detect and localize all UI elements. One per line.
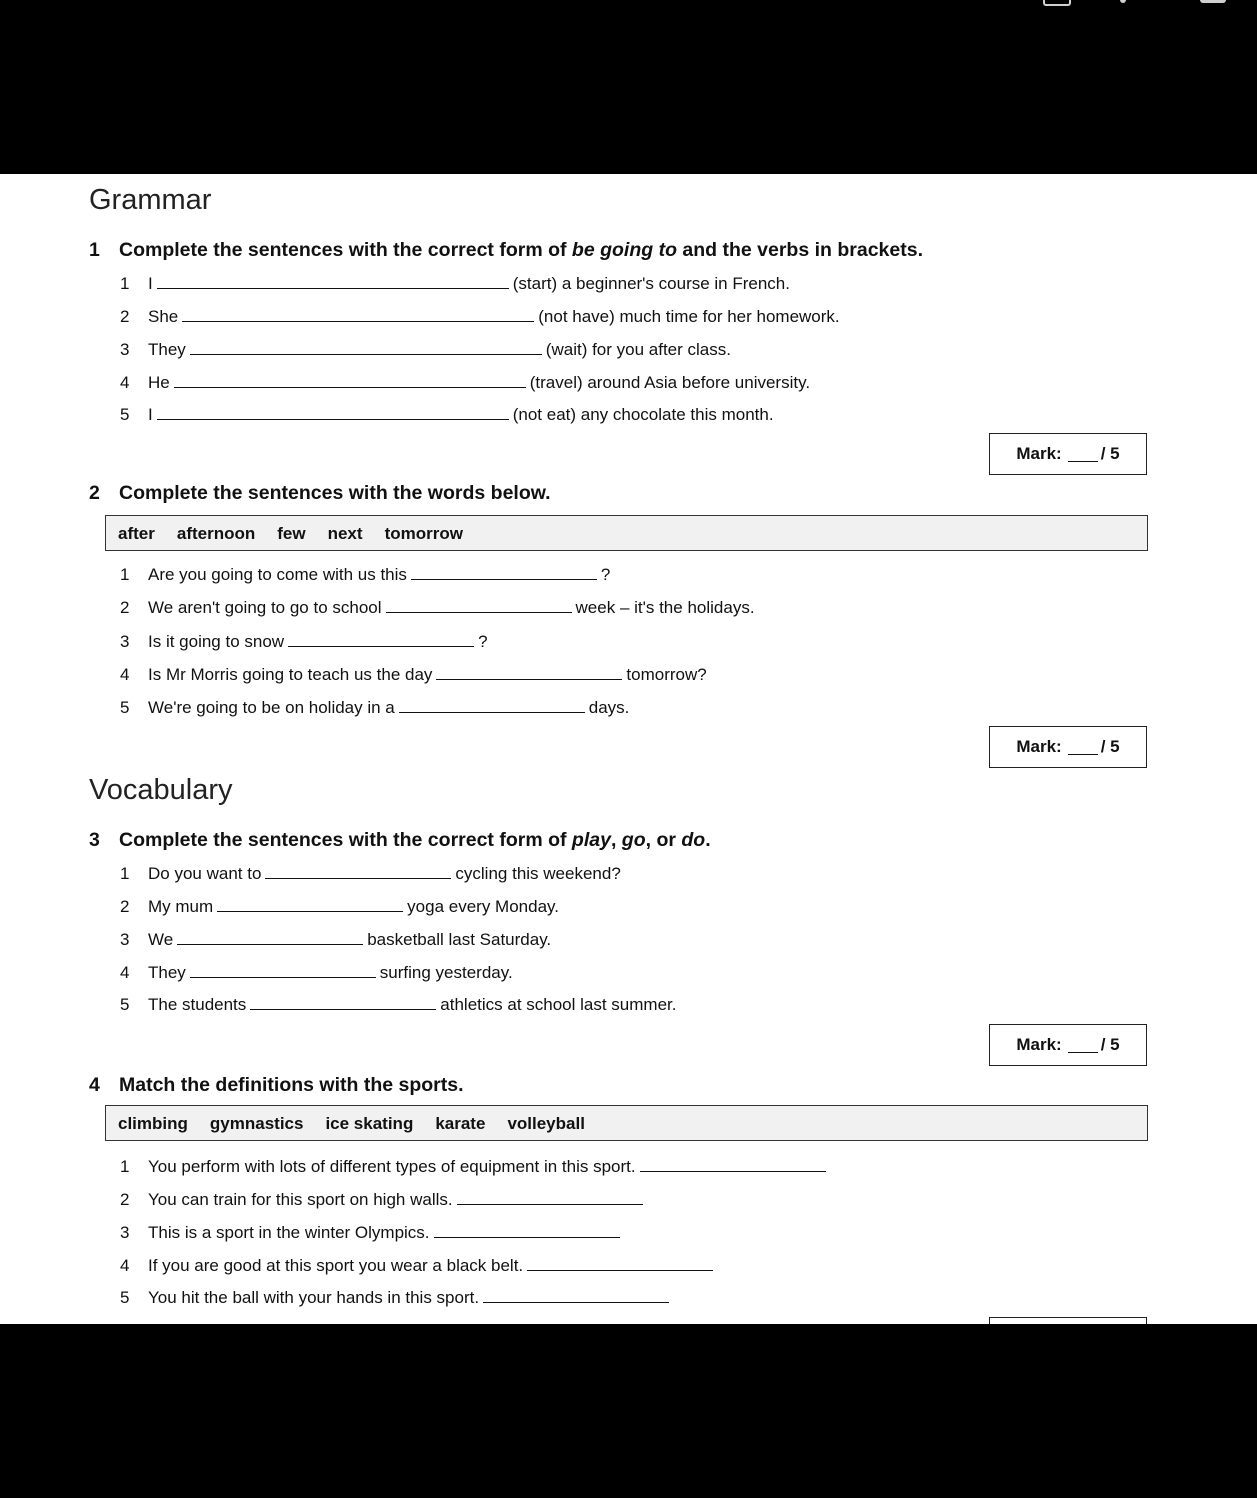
mark-label: Mark: <box>1016 737 1062 756</box>
mark-blank[interactable] <box>1068 1038 1098 1053</box>
item-text: If you are good at this sport you wear a black belt. <box>148 1256 524 1275</box>
word-option: gymnastics <box>209 1114 304 1133</box>
answer-blank[interactable] <box>527 1255 713 1271</box>
exercise-2-item <box>120 631 488 652</box>
exercise-2-item <box>120 597 755 618</box>
item-number: 4 <box>120 373 130 392</box>
mark-label: Mark: <box>1016 444 1062 463</box>
mark-box <box>989 1024 1147 1066</box>
instruction-emphasis: be going to <box>571 239 677 261</box>
item-text: (not eat) any chocolate this month. <box>512 405 774 424</box>
item-text: Is Mr Morris going to teach us the day <box>148 665 433 684</box>
mark-blank[interactable] <box>1068 740 1098 755</box>
item-number: 2 <box>120 598 130 617</box>
mark-total: / 5 <box>1100 444 1120 463</box>
exercise-1-item <box>120 404 774 425</box>
answer-blank[interactable] <box>434 1222 620 1238</box>
item-text: cycling this weekend? <box>455 864 621 883</box>
mark-label: Mark: <box>1016 1035 1062 1054</box>
item-text: (start) a beginner's course in French. <box>512 274 790 293</box>
top-black-bar <box>0 0 1257 174</box>
answer-blank[interactable] <box>265 863 451 879</box>
instruction-text: , <box>610 829 622 851</box>
item-text: The students <box>148 995 247 1014</box>
exercise-3-item <box>120 962 513 983</box>
item-text: Are you going to come with us this <box>148 565 407 584</box>
instruction-text: . <box>705 829 711 851</box>
exercise-3-item <box>120 994 677 1015</box>
status-bar-icon <box>1200 0 1226 3</box>
mark-box <box>989 433 1147 475</box>
item-text: tomorrow? <box>626 665 707 684</box>
word-box <box>105 515 1148 551</box>
item-text: yoga every Monday. <box>407 897 559 916</box>
exercise-3-item <box>120 863 621 884</box>
item-text: week – it's the holidays. <box>575 598 755 617</box>
exercise-number: 2 <box>89 482 100 504</box>
item-text: I <box>148 405 153 424</box>
word-option: volleyball <box>507 1114 585 1133</box>
item-number: 4 <box>120 665 130 684</box>
status-bar-icon <box>1120 0 1126 3</box>
item-text: We aren't going to go to school <box>148 598 382 617</box>
mark-total: / 5 <box>1100 737 1120 756</box>
item-text: You hit the ball with your hands in this sport. <box>148 1288 480 1307</box>
answer-blank[interactable] <box>399 697 585 713</box>
item-number: 3 <box>120 1223 130 1242</box>
item-text: Do you want to <box>148 864 262 883</box>
exercise-3-item <box>120 929 551 950</box>
exercise-1-item <box>120 372 810 393</box>
item-number: 2 <box>120 1190 130 1209</box>
mark-box <box>989 726 1147 768</box>
item-text: surfing yesterday. <box>379 963 513 982</box>
exercise-4-item <box>120 1156 830 1177</box>
instruction-text: Complete the sentences with the correct form of <box>119 239 572 261</box>
exercise-4-item <box>120 1287 673 1308</box>
item-text: My mum <box>148 897 214 916</box>
answer-blank[interactable] <box>288 631 474 647</box>
item-number: 3 <box>120 930 130 949</box>
answer-blank[interactable] <box>177 929 363 945</box>
mark-blank[interactable] <box>1068 447 1098 462</box>
word-option: few <box>277 524 306 543</box>
exercise-2-item <box>120 664 707 685</box>
item-text: They <box>148 963 186 982</box>
word-option: next <box>327 524 363 543</box>
item-number: 4 <box>120 1256 130 1275</box>
item-number: 1 <box>120 565 130 584</box>
instruction-emphasis: do <box>681 829 706 851</box>
exercise-3-instruction <box>89 829 711 852</box>
item-number: 5 <box>120 405 130 424</box>
item-text: days. <box>588 698 630 717</box>
item-text: They <box>148 340 186 359</box>
answer-blank[interactable] <box>217 896 403 912</box>
item-text: He <box>148 373 170 392</box>
item-number: 2 <box>120 307 130 326</box>
item-text: ? <box>600 565 611 584</box>
instruction-emphasis: go <box>621 829 646 851</box>
exercise-number: 4 <box>89 1074 100 1096</box>
item-number: 5 <box>120 1288 130 1307</box>
item-number: 1 <box>120 1157 130 1176</box>
answer-blank[interactable] <box>174 372 526 388</box>
answer-blank[interactable] <box>457 1189 643 1205</box>
mark-box-partial <box>989 1317 1147 1324</box>
item-number: 1 <box>120 864 130 883</box>
exercise-1-item <box>120 273 790 294</box>
item-text: You can train for this sport on high walls. <box>148 1190 453 1209</box>
word-box <box>105 1105 1148 1141</box>
word-option: tomorrow <box>384 524 463 543</box>
exercise-4-instruction <box>89 1074 464 1097</box>
item-text: I <box>148 274 153 293</box>
answer-blank[interactable] <box>640 1156 826 1172</box>
answer-blank[interactable] <box>411 564 597 580</box>
instruction-text: Complete the sentences with the correct form of <box>119 829 572 851</box>
exercise-1-item <box>120 339 731 360</box>
item-text: basketball last Saturday. <box>367 930 552 949</box>
item-number: 3 <box>120 632 130 651</box>
answer-blank[interactable] <box>157 273 509 289</box>
item-text: She <box>148 307 179 326</box>
word-option: after <box>118 524 155 543</box>
answer-blank[interactable] <box>386 597 572 613</box>
answer-blank[interactable] <box>182 306 534 322</box>
item-text: This is a sport in the winter Olympics. <box>148 1223 430 1242</box>
item-text: We're going to be on holiday in a <box>148 698 395 717</box>
exercise-1-instruction <box>89 239 923 262</box>
item-number: 3 <box>120 340 130 359</box>
instruction-text: Match the definitions with the sports. <box>119 1074 464 1096</box>
status-bar-icon <box>1043 0 1071 6</box>
exercise-3-item <box>120 896 559 917</box>
item-text: ? <box>478 632 488 651</box>
item-text: (not have) much time for her homework. <box>538 307 840 326</box>
item-text: Is it going to snow <box>148 632 285 651</box>
exercise-1-item <box>120 306 840 327</box>
item-number: 2 <box>120 897 130 916</box>
word-option: afternoon <box>176 524 256 543</box>
exercise-4-item <box>120 1189 647 1210</box>
exercise-2-item <box>120 697 629 718</box>
instruction-emphasis: play <box>571 829 611 851</box>
bottom-black-bar <box>0 1324 1257 1498</box>
answer-blank[interactable] <box>250 994 436 1010</box>
exercise-4-item <box>120 1222 624 1243</box>
word-option: karate <box>435 1114 486 1133</box>
exercise-number: 1 <box>89 239 100 261</box>
answer-blank[interactable] <box>483 1287 669 1303</box>
exercise-number: 3 <box>89 829 100 851</box>
exercise-2-item <box>120 564 610 585</box>
item-text: (travel) around Asia before university. <box>529 373 811 392</box>
item-number: 4 <box>120 963 130 982</box>
item-text: athletics at school last summer. <box>440 995 677 1014</box>
item-number: 5 <box>120 995 130 1014</box>
item-text: You perform with lots of different types of equipment in this sport. <box>148 1157 636 1176</box>
section-title-grammar: Grammar <box>89 184 212 216</box>
section-title-vocabulary: Vocabulary <box>89 774 233 806</box>
item-number: 1 <box>120 274 130 293</box>
item-text: We <box>148 930 174 949</box>
answer-blank[interactable] <box>436 664 622 680</box>
answer-blank[interactable] <box>190 962 376 978</box>
exercise-4-item <box>120 1255 717 1276</box>
exercise-2-instruction <box>89 482 551 505</box>
item-number: 5 <box>120 698 130 717</box>
answer-blank[interactable] <box>157 404 509 420</box>
word-option: climbing <box>118 1114 188 1133</box>
answer-blank[interactable] <box>190 339 542 355</box>
instruction-text: and the verbs in brackets. <box>676 239 923 261</box>
item-text: (wait) for you after class. <box>545 340 731 359</box>
word-option: ice skating <box>325 1114 414 1133</box>
instruction-text: , or <box>645 829 682 851</box>
mark-total: / 5 <box>1100 1035 1120 1054</box>
worksheet-page <box>0 174 1257 1324</box>
instruction-text: Complete the sentences with the words below. <box>119 482 551 504</box>
